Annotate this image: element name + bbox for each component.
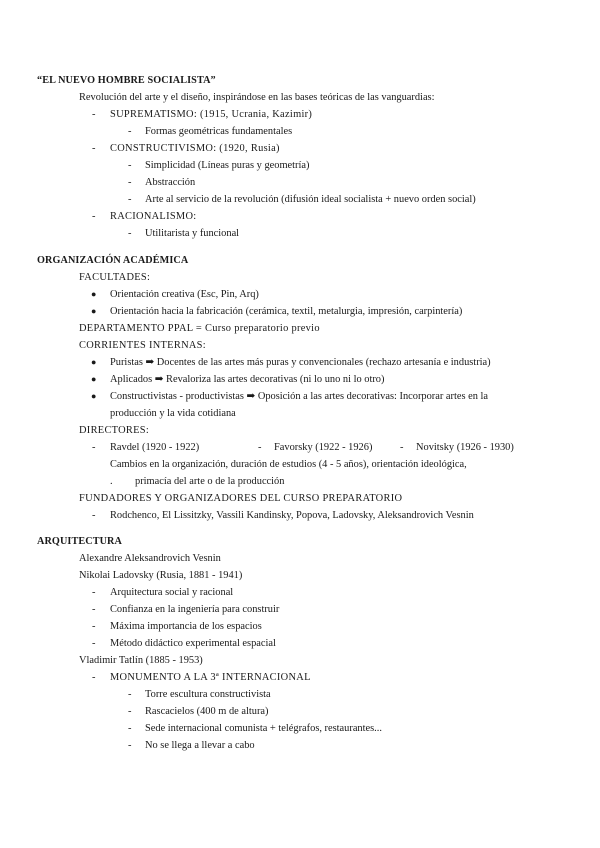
- dash-marker: -: [128, 160, 132, 171]
- corrientes-label: CORRIENTES INTERNAS:: [79, 340, 206, 351]
- directores-note-cont: primacía del arte o de la producción: [135, 476, 285, 487]
- racionalismo-item: RACIONALISMO:: [110, 211, 197, 222]
- tatlin-line: Vladimir Tatlín (1885 - 1953): [79, 655, 203, 666]
- ladovsky-item-3: Máxima importancia de los espacios: [110, 621, 262, 632]
- corrientes-item-3: Constructivistas - productivistas ➡ Oposición a las artes decorativas: Incorporar artes en la: [110, 391, 489, 402]
- heading-nuevo-hombre: “EL NUEVO HOMBRE SOCIALISTA”: [37, 75, 216, 86]
- dash-marker: -: [128, 228, 132, 239]
- facultades-item-1: Orientación creativa (Esc, Pin, Arq): [110, 289, 259, 300]
- dash-marker: -: [92, 442, 96, 453]
- departamento-line: DEPARTAMENTO PPAL = Curso preparatorio previo: [79, 323, 320, 334]
- racionalismo-sub-1: Utilitarista y funcional: [145, 228, 240, 239]
- intro-text: Revolución del arte y el diseño, inspirándose en las bases teóricas de las vanguardias:: [79, 92, 435, 103]
- facultades-label: FACULTADES:: [79, 272, 151, 283]
- ladovsky-item-4: Método didáctico experimental espacial: [110, 638, 276, 649]
- constructivismo-sub-2: Abstracción: [145, 177, 196, 188]
- dash-marker: -: [92, 638, 96, 649]
- dash-marker: -: [128, 194, 132, 205]
- dash-marker: -: [258, 442, 262, 453]
- dash-marker: -: [92, 621, 96, 632]
- dash-marker: -: [92, 211, 96, 222]
- dash-marker: -: [128, 177, 132, 188]
- monumento-sub-1: Torre escultura constructivista: [145, 689, 271, 700]
- ladovsky-line: Nikolai Ladovsky (Rusia, 1881 - 1941): [79, 570, 243, 581]
- dash-marker: -: [92, 510, 96, 521]
- bullet-marker: ●: [91, 289, 97, 299]
- heading-arquitectura: ARQUITECTURA: [37, 536, 122, 547]
- bullet-marker: ●: [91, 391, 97, 401]
- directores-note-dot: .: [110, 476, 113, 487]
- director-novitsky: Novitsky (1926 - 1930): [416, 442, 514, 453]
- bullet-marker: ●: [91, 374, 97, 384]
- suprematismo-item: SUPREMATISMO: (1915, Ucrania, Kazimir): [110, 109, 313, 120]
- monumento-sub-4: No se llega a llevar a cabo: [145, 740, 255, 751]
- directores-note: Cambios en la organización, duración de estudios (4 - 5 años), orientación ideológica,: [110, 459, 467, 470]
- dash-marker: -: [92, 672, 96, 683]
- dash-marker: -: [128, 723, 132, 734]
- dash-marker: -: [128, 740, 132, 751]
- ladovsky-item-2: Confianza en la ingeniería para construir: [110, 604, 280, 615]
- constructivismo-item: CONSTRUCTIVISMO: (1920, Rusia): [110, 143, 280, 154]
- corrientes-item-1: Puristas ➡ Docentes de las artes más puras y convencionales (rechazo artesanía e industria): [110, 357, 491, 368]
- fundadores-list: Rodchenco, El Lissitzky, Vassili Kandinsky, Popova, Ladovsky, Aleksandrovich Vesnin: [110, 510, 474, 521]
- monumento-sub-2: Rascacielos (400 m de altura): [145, 706, 269, 717]
- dash-marker: -: [92, 604, 96, 615]
- dash-marker: -: [92, 109, 96, 120]
- dash-marker: -: [128, 706, 132, 717]
- facultades-item-2: Orientación hacia la fabricación (cerámica, textil, metalurgia, impresión, carpintería): [110, 306, 463, 317]
- monumento-sub-3: Sede internacional comunista + telégrafos, restaurantes...: [145, 723, 382, 734]
- monumento-item: MONUMENTO A LA 3ª INTERNACIONAL: [110, 672, 311, 683]
- dash-marker: -: [128, 126, 132, 137]
- constructivismo-sub-1: Simplicidad (Líneas puras y geometría): [145, 160, 310, 171]
- suprematismo-sub-1: Formas geométricas fundamentales: [145, 126, 293, 137]
- bullet-marker: ●: [91, 357, 97, 367]
- director-favorsky: Favorsky (1922 - 1926): [274, 442, 373, 453]
- dash-marker: -: [400, 442, 404, 453]
- director-ravdel: Ravdel (1920 - 1922): [110, 442, 200, 453]
- dash-marker: -: [128, 689, 132, 700]
- corrientes-item-3-cont: producción y la vida cotidiana: [110, 408, 236, 419]
- dash-marker: -: [92, 143, 96, 154]
- bullet-marker: ●: [91, 306, 97, 316]
- corrientes-item-2: Aplicados ➡ Revaloriza las artes decorativas (ni lo uno ni lo otro): [110, 374, 385, 385]
- directores-label: DIRECTORES:: [79, 425, 150, 436]
- vesnin-line: Alexandre Aleksandrovich Vesnin: [79, 553, 221, 564]
- dash-marker: -: [92, 587, 96, 598]
- constructivismo-sub-3: Arte al servicio de la revolución (difusión ideal socialista + nuevo orden social): [145, 194, 476, 205]
- heading-organizacion: ORGANIZACIÓN ACADÉMICA: [37, 255, 189, 266]
- ladovsky-item-1: Arquitectura social y racional: [110, 587, 234, 598]
- fundadores-label: FUNDADORES Y ORGANIZADORES DEL CURSO PREPARATORIO: [79, 493, 403, 504]
